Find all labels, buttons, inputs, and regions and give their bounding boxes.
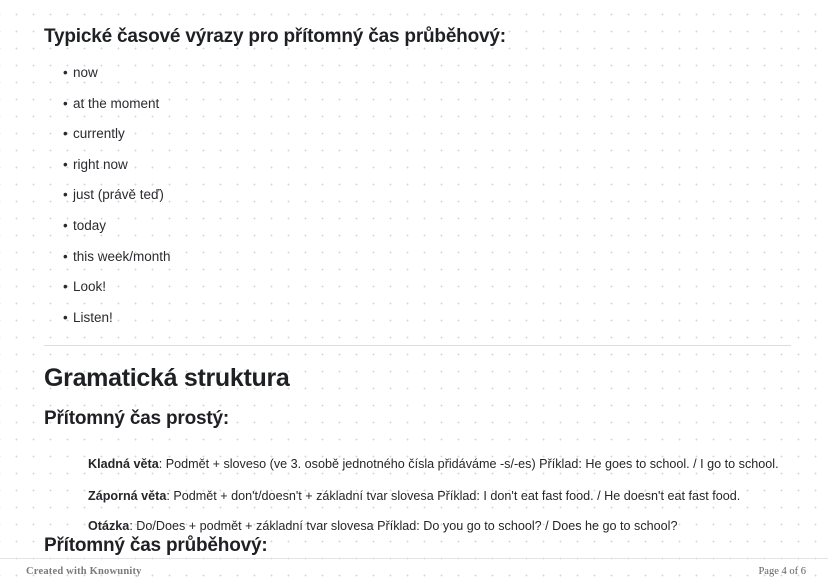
bullet-dot-icon: • bbox=[63, 217, 68, 233]
footer-divider bbox=[0, 558, 828, 559]
bullet-dot-icon: • bbox=[63, 279, 68, 295]
list-item-label: just (právě teď) bbox=[73, 187, 164, 203]
list-item bbox=[63, 180, 763, 211]
rule-affirmative bbox=[88, 456, 779, 472]
list-item-label: this week/month bbox=[73, 248, 171, 264]
bullet-dot-icon: • bbox=[63, 95, 68, 111]
subheading-present-simple: Přítomný čas prostý: bbox=[44, 408, 229, 429]
rule-label: Záporná věta bbox=[88, 488, 167, 503]
bullet-dot-icon: • bbox=[63, 65, 68, 80]
bullet-dot-icon: • bbox=[63, 248, 68, 264]
list-item-label: now bbox=[73, 65, 98, 80]
list-item-label: Listen! bbox=[73, 309, 113, 325]
rule-negative bbox=[88, 488, 740, 504]
bullet-dot-icon: • bbox=[63, 309, 68, 325]
list-item bbox=[63, 211, 763, 242]
rule-question bbox=[88, 518, 677, 534]
list-item bbox=[63, 303, 763, 334]
list-item-label: at the moment bbox=[73, 95, 160, 111]
list-item-label: right now bbox=[73, 156, 128, 172]
list-item bbox=[63, 242, 763, 273]
page-title-grammar: Gramatická struktura bbox=[44, 364, 290, 392]
footer-credit: Created with Knowunity bbox=[26, 566, 142, 577]
list-item bbox=[63, 150, 763, 181]
list-item-label: Look! bbox=[73, 279, 107, 295]
bullet-dot-icon: • bbox=[63, 156, 68, 172]
time-expressions-list bbox=[63, 58, 763, 333]
document-content bbox=[44, 0, 792, 586]
bullet-dot-icon: • bbox=[63, 126, 68, 142]
section-title-time-expressions: Typické časové výrazy pro přítomný čas průběhový: bbox=[44, 26, 506, 47]
rule-text: : Do/Does + podmět + základní tvar slovesa Příklad: Do you go to school? / Does he go to school? bbox=[129, 518, 678, 533]
rule-text: : Podmět + sloveso (ve 3. osobě jednotného čísla přidáváme -s/-es) Příklad: He goes to school. / I go to school. bbox=[158, 456, 779, 471]
footer-page-number: Page 4 of 6 bbox=[758, 566, 806, 577]
list-item bbox=[63, 89, 763, 120]
list-item-label: today bbox=[73, 217, 107, 233]
rule-text: : Podmět + don't/doesn't + základní tvar slovesa Příklad: I don't eat fast food. / He doesn't eat fast food. bbox=[166, 488, 741, 503]
list-item bbox=[63, 119, 763, 150]
rule-label: Otázka bbox=[88, 518, 130, 533]
list-item bbox=[63, 58, 763, 89]
bullet-dot-icon: • bbox=[63, 187, 68, 203]
list-item-label: currently bbox=[73, 126, 125, 142]
subheading-present-continuous: Přítomný čas průběhový: bbox=[44, 535, 268, 556]
list-item bbox=[63, 272, 763, 303]
section-divider bbox=[44, 345, 791, 346]
rule-label: Kladná věta bbox=[88, 456, 159, 471]
